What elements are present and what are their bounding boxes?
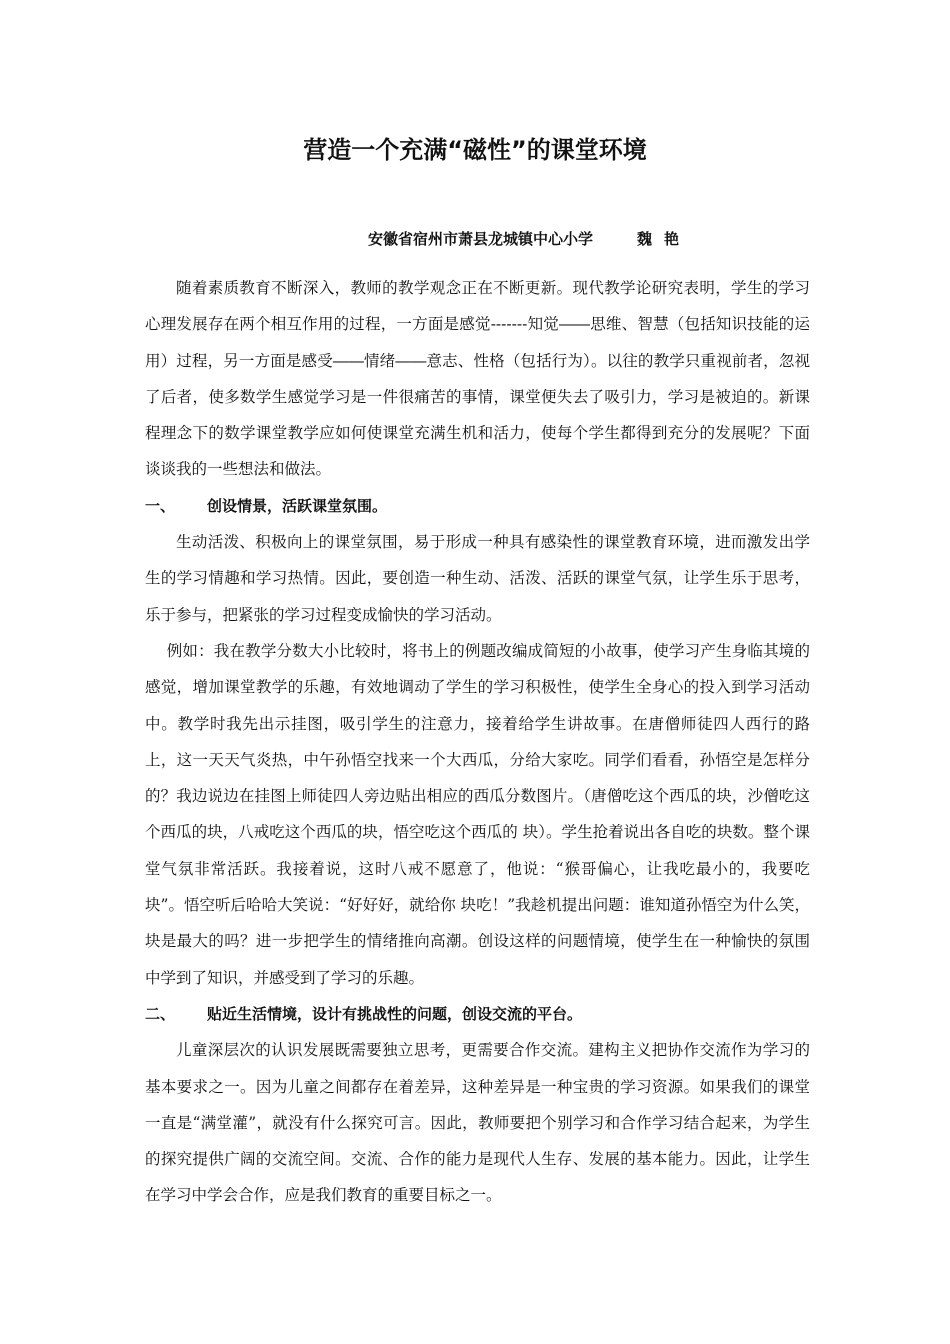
section-title-2: 贴近生活情境，设计有挑战性的问题，创设交流的平台。: [207, 1004, 583, 1023]
section-heading-2: [145, 996, 810, 1032]
document-body: [145, 270, 810, 1214]
author-line: [368, 228, 691, 249]
section-2-paragraph-1: 儿童深层次的认识发展既需要独立思考，更需要合作交流。建构主义把协作交流作为学习的基本要求之一。因为儿童之间都存在着差异，这种差异是一种宝贵的学习资源。如果我们的课堂一直是“满堂灌”，就没有什么探究可言。因此，教师要把个别学习和合作学习结合起来，为学生的探究提供广阔的交流空间。交流、合作的能力是现代人生存、发展的基本能力。因此，让学生在学习中学会合作，应是我们教育的重要目标之一。: [145, 1041, 810, 1205]
section-title-1: 创设情景，活跃课堂氛围。: [207, 496, 388, 515]
section-1-paragraph-1: 生动活泼、积极向上的课堂氛围，易于形成一种具有感染性的课堂教育环境，进而激发出学生的学习情趣和学习热情。因此，要创造一种生动、活泼、活跃的课堂气氛，让学生乐于思考，乐于参与，把紧张的学习过程变成愉快的学习活动。: [145, 533, 810, 624]
intro-paragraph: 随着素质教育不断深入，教师的教学观念正在不断更新。现代教学论研究表明，学生的学习心理发展存在两个相互作用的过程，一方面是感觉-------知觉――思维、智慧（包括知识技能的运用）过程，另一方面是感受――情绪――意志、性格（包括行为）。以往的教学只重视前者，忽视了后者，使多数学生感觉学习是一件很痛苦的事情，课堂便失去了吸引力，学习是被迫的。新课程理念下的数学课堂教学应如何使课堂充满生机和活力，使每个学生都得到充分的发展呢？下面谈谈我的一些想法和做法。: [145, 279, 810, 479]
author-name: 魏艳: [637, 230, 692, 248]
author-school: 安徽省宿州市萧县龙城镇中心小学: [368, 230, 594, 248]
section-1-paragraph-2: 例如：我在教学分数大小比较时，将书上的例题改编成简短的小故事，使学习产生身临其境的感觉，增加课堂教学的乐趣，有效地调动了学生的学习积极性，使学生全身心的投入到学习活动中。教学时我先出示挂图，吸引学生的注意力，接着给学生讲故事。在唐僧师徒四人西行的路上，这一天天气炎热，中午孙悟空找来一个大西瓜，分给大家吃。同学们看看，孙悟空是怎样分的？我边说边在挂图上师徒四人旁边贴出相应的西瓜分数图片。（唐僧吃这个西瓜的块，沙僧吃这个西瓜的块，八戒吃这个西瓜的块，悟空吃这个西瓜的 块）。学生抢着说出各自吃的块数。整个课堂气氛非常活跃。我接着说，这时八戒不愿意了，他说：“猴哥偏心，让我吃最小的，我要吃块”。悟空听后哈哈大笑说：“好好好，就给你 块吃！”我趁机提出问题：谁知道孙悟空为什么笑，块是最大的吗？进一步把学生的情绪推向高潮。创设这样的问题情境，使学生在一种愉快的氛围中学到了知识，并感受到了学习的乐趣。: [145, 641, 810, 987]
section-heading-1: [145, 488, 810, 524]
section-number-1: 一、: [145, 496, 176, 515]
document-title: 营造一个充满“磁性”的课堂环境: [303, 136, 647, 164]
section-number-2: 二、: [145, 1004, 176, 1023]
